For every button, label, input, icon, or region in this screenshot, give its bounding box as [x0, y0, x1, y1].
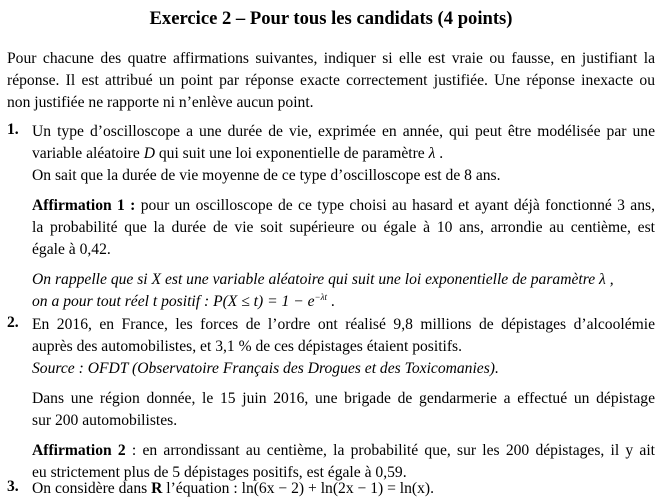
intro-line: Pour chacune des quatre affirmations suivantes, indiquer si elle est vraie ou fausse, en justifiant la	[7, 50, 655, 67]
text-fragment: l’équation :	[162, 480, 242, 497]
question-body	[32, 314, 655, 484]
text-fragment: on a pour tout réel t positif :	[32, 293, 214, 310]
affirmation-label: Affirmation 1 :	[32, 197, 136, 214]
text-fragment: pour un oscilloscope de ce type choisi au hasard et ayant déjà fonctionné 3 ans,	[135, 197, 655, 214]
formula-exponent: −λt	[314, 292, 328, 302]
variable-D: D	[143, 145, 155, 162]
question-text-line: On sait que la durée de vie moyenne de ce type d’oscilloscope est de 8 ans.	[32, 167, 501, 184]
question-number: 2.	[7, 314, 19, 331]
affirmation-1-line: la probabilité que la durée de vie soit supérieure ou égale à 10 ans, arrondie au centième, est	[32, 219, 655, 236]
text-fragment: qui suit une loi exponentielle de paramètre	[154, 145, 429, 162]
affirmation-1-line: égale à 0,42.	[32, 241, 111, 258]
text-fragment: .	[430, 480, 435, 497]
question-text-line: Un type d’oscilloscope a une durée de vie, exprimée en année, qui peut être modélisée par une	[32, 123, 655, 140]
probability-formula: P(X ≤ t) = 1 − e	[213, 293, 315, 310]
lambda-symbol: λ	[428, 145, 436, 162]
question-text-line: Dans une région donnée, le 15 juin 2016, une brigade de gendarmerie a effectué un dépistage	[32, 390, 655, 407]
text-fragment: .	[327, 293, 335, 310]
exercise-instructions	[7, 48, 655, 114]
question-text-line	[32, 143, 655, 165]
reminder-line	[32, 269, 655, 291]
question-text-line: auprès des automobilistes, et 3,1 % de ces dépistages étaient positifs.	[32, 338, 463, 355]
real-numbers-symbol: R	[151, 480, 163, 497]
question-body	[32, 121, 655, 313]
question-text-line: En 2016, en France, les forces de l’ordre ont réalisé 9,8 millions de dépistages d’alcoolémie	[32, 316, 655, 333]
question-text-line: sur 200 automobilistes.	[32, 412, 178, 429]
intro-line: réponse. Il est attribué un point par réponse exacte correctement justifiée. Une réponse inexacte ou	[7, 72, 655, 89]
text-fragment: ,	[605, 271, 614, 288]
text-fragment: .	[435, 145, 444, 162]
exercise-title: Exercice 2 – Pour tous les candidats (4 points)	[149, 8, 513, 29]
affirmation-2-line: eu strictement plus de 5 dépistages positifs, est égale à 0,59.	[32, 464, 407, 481]
reminder-line	[32, 291, 655, 313]
text-fragment: : en arrondissant au centième, la probabilité que, sur les 200 dépistages, il y ait	[125, 442, 655, 459]
text-fragment: variable aléatoire	[32, 145, 144, 162]
question-number: 1.	[7, 121, 19, 138]
lambda-symbol: λ	[599, 271, 606, 288]
log-equation: ln(6x − 2) + ln(2x − 1) = ln(x)	[241, 480, 431, 497]
intro-line: non justifiée ne rapporte ni n’enlève aucun point.	[7, 94, 314, 111]
affirmation-label: Affirmation 2	[32, 442, 126, 459]
affirmation-1-line	[32, 195, 655, 217]
question-number: 3.	[7, 478, 19, 495]
source-citation: Source : OFDT (Observatoire Français des Drogues et des Toxicomanies).	[32, 360, 499, 377]
text-fragment: On rappelle que si X est une variable aléatoire qui suit une loi exponentielle de paramètre	[32, 271, 600, 288]
text-fragment: On considère dans	[32, 480, 152, 497]
affirmation-2-line	[32, 440, 655, 462]
